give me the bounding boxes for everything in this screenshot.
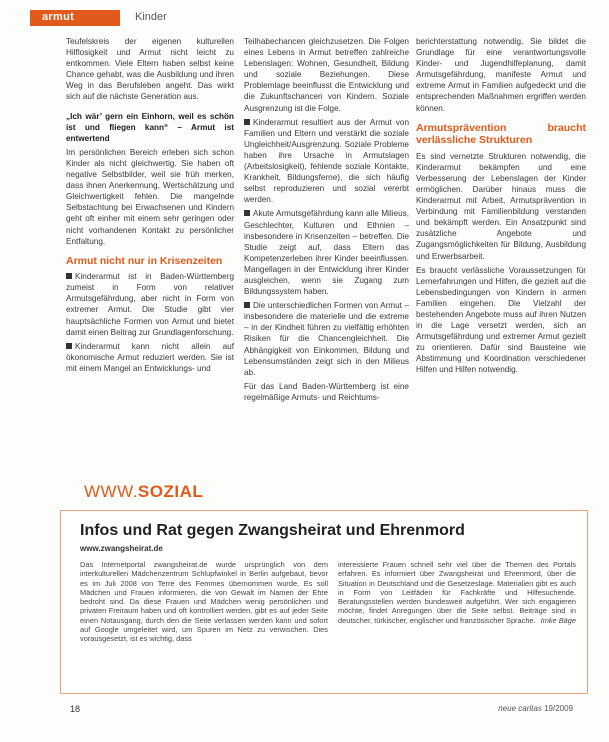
paragraph: Es braucht verlässliche Voraussetzungen für Lernerfahrungen und Hilfen, die gezielt auf die Lebensbedingungen von Kindern in armen Familien eingehen. Die Vielzahl der bestehenden Angebote muss auf ihren Nutzen in die Lage versetzt werden, sich an Armutsgefährdung und extremer Armut gezielt zu orientieren. Dafür sind Bausteine wie Abstimmung und Koordination verschiedener Hilfen und Hilfen notwendig. xyxy=(416,265,586,375)
magazine-credit xyxy=(498,704,573,713)
section-tag-label: armut xyxy=(42,11,75,23)
bullet-square-icon xyxy=(244,302,250,308)
bullet-square-icon xyxy=(66,343,72,349)
text-column-3 xyxy=(416,36,586,379)
box-brand xyxy=(84,482,203,502)
section-kicker: Kinder xyxy=(135,11,167,23)
bullet-item xyxy=(244,117,409,206)
subheading: „Ich wär’ gern ein Einhorn, weil es schön ist und fliegen kann“ – Armut ist entwertend xyxy=(66,111,234,143)
text-column-1 xyxy=(66,36,234,377)
paragraph: Im persönlichen Bereich erleben sich schon Kinder als nicht gleichwertig. Sie haben oft negative Selbstbilder, weil sie früh merken, dass ihnen Anerkennung, Wertschätzung und Gleichwertigkeit fehlen. Die mangelnde Selbstachtung bei Erwachsenen und Kindern geht oft einher mit einem sehr geringen oder nicht vorhandenen Kontakt zu persönlicher Entfaltung. xyxy=(66,147,234,246)
paragraph: Es sind vernetzte Strukturen notwendig, die Kinderarmut bekämpfen und eine Verbesserung der Lebenslagen der Kinder ermöglichen. Darüber hinaus muss die Kinderarmut mit Arbeit, Armutsprävention in Verbindung mit Familienbildung verstanden und bekämpft werden. Ein Ansatzpunkt sind zusätzliche Angebote und Zugangsmöglichkeiten für Bildung, Ausbildung und Erwerbsarbeit. xyxy=(416,151,586,261)
page-number: 18 xyxy=(70,704,81,714)
paragraph: Teufelskreis der eigenen kulturellen Hilflosigkeit und Armut nicht leicht zu entkommen. Viele Eltern haben selbst keine Chance gehabt, was die Ausbildung und ihren Weg in das Berufsleben angeht. Das wirkt sich auf die nächste Generation aus. xyxy=(66,37,234,102)
paragraph: Teilhabechancen gleichzusetzen. Die Folgen eines Lebens in Armut betreffen zahlreiche Lebenslagen: Wohnen, Gesundheit, Bildung und soziale Beziehungen. Diese Problemlage beeinflusst die Entwicklung und die Zukunftschancen von Kindern. Soziale Ausgrenzung ist die Folge. xyxy=(244,37,409,113)
box-text-right xyxy=(338,560,576,625)
section-header xyxy=(0,10,609,26)
bullet-text: Kinderarmut ist in Baden-Württemberg zumeist in Form von relativer Armutsgefährdung, aber nicht in Form von extremer Armut. Die Studie gibt vier hauptsächliche Formen von Armut und bietet damit einen Beitrag zur Grundlagenforschung. xyxy=(66,272,234,337)
bullet-square-icon xyxy=(244,119,250,125)
brand-prefix: WWW. xyxy=(84,482,138,501)
box-text: interessierte Frauen schnell sehr viel über die Themen des Portals erfahren. Es informiert über Zwangsheirat und Ehrenmord, über die Situation in Deutschland und die Gesetzeslage. Materialien gibt es auch in Form von Leitfäden für Fachkräfte und Hilfesuchende. Beratungsstellen werden bundesweit aufgeführt. Wer sich engagieren möchte, findet Anregungen über die Seite selbst. Beiträge sind in deutscher, türkischer, englischer und französischer Sprache. xyxy=(338,560,576,625)
bullet-text: Die unterschiedlichen Formen von Armut – insbesondere die materielle und die extreme – in der Kindheit führen zu vielfältig erhöhten Risiken für die Chancengleichheit. Die Abhängigkeit von Einkommen, Bildung und Lebensumständen zeigt sich in den Milieus ab. xyxy=(244,301,409,377)
bullet-text: Akute Armutsgefährdung kann alle Milieus, Geschlechter, Kulturen und Ethnien – insbesondere in Krisenzeiten – betreffen. Die Studie zeigt auf, dass Eltern das Kompetenzerleben ihrer Kinder beeinflussen. Mangellagen in der Entwicklung ihrer Kinder ausgleichen, wenn sie Zugang zum Bildungssystem haben. xyxy=(244,209,409,297)
info-box xyxy=(60,482,590,694)
author-credit: Imke Bäge xyxy=(540,615,576,625)
bullet-text: Kinderarmut resultiert aus der Armut von Familien und Eltern und verstärkt die soziale Ungleichheit/Ausgrenzung. Soziale Probleme haben ihre Ursache in Armutslagen (Arbeitslosigkeit), fehlende soziale Kontakte, Krankheit, Bildungsferne), die sich häufig selbst reproduzieren und sozial vererbt werden. xyxy=(244,117,409,205)
bullet-item xyxy=(244,300,409,378)
bullet-item xyxy=(66,341,234,374)
section-heading: Armut nicht nur in Krisenzeiten xyxy=(66,254,223,267)
section-tag xyxy=(30,10,120,26)
bullet-square-icon xyxy=(244,210,250,216)
box-title: Infos und Rat gegen Zwangsheirat und Ehrenmord xyxy=(80,522,465,539)
bullet-text: Kinderarmut kann nicht allein auf ökonomische Armut reduziert werden. Sie ist mit einem Mangel an Entwicklungs- und xyxy=(66,341,234,373)
section-heading: Armutsprävention braucht verlässliche Strukturen xyxy=(416,121,586,147)
bullet-square-icon xyxy=(66,273,72,279)
paragraph: berichterstattung notwendig. Sie bildet die Grundlage für eine verantwortungsvolle Kinder- und Jugendhilfeplanung, damit Armutsgefährdung, manifeste Armut und extreme Armut in Familien aufgedeckt und die entsprechenden Maßnahmen ergriffen werden können. xyxy=(416,37,586,113)
page-footer xyxy=(0,704,609,718)
magazine-name: neue caritas xyxy=(498,704,542,713)
text-column-2 xyxy=(244,36,409,406)
box-url-link[interactable]: www.zwangsheirat.de xyxy=(80,544,163,553)
bullet-item xyxy=(66,271,234,338)
box-text-left: Das Internetportal zwangsheirat.de wurde ursprünglich von dem interkulturellen Mädchenzentrum Schlupfwinkel in Berlin aufgebaut, bevor es im Juli 2008 von Terre des Femmes übernommen wurde. Es soll Mädchen und Frauen informieren, die von Gewalt im Namen der Ehre bedroht sind. Da diese Frauen und Mädchen wenig persönlichen und privaten Freiraum haben und oft kontrolliert werden, gibt es auf jeder Seite einen Notausgang, durch den die Seite verlassen werden kann und sofort auf Google umgeleitet wird, um Spuren im Netz zu verwischen. Dies vorausgesetzt, ist es wichtig, dass xyxy=(80,560,328,644)
paragraph: Für das Land Baden-Württemberg ist eine regelmäßige Armuts- und Reichtums- xyxy=(244,381,409,402)
brand-name: SOZIAL xyxy=(137,482,204,501)
bullet-item xyxy=(244,208,409,297)
issue-number: 19/2009 xyxy=(544,704,573,713)
